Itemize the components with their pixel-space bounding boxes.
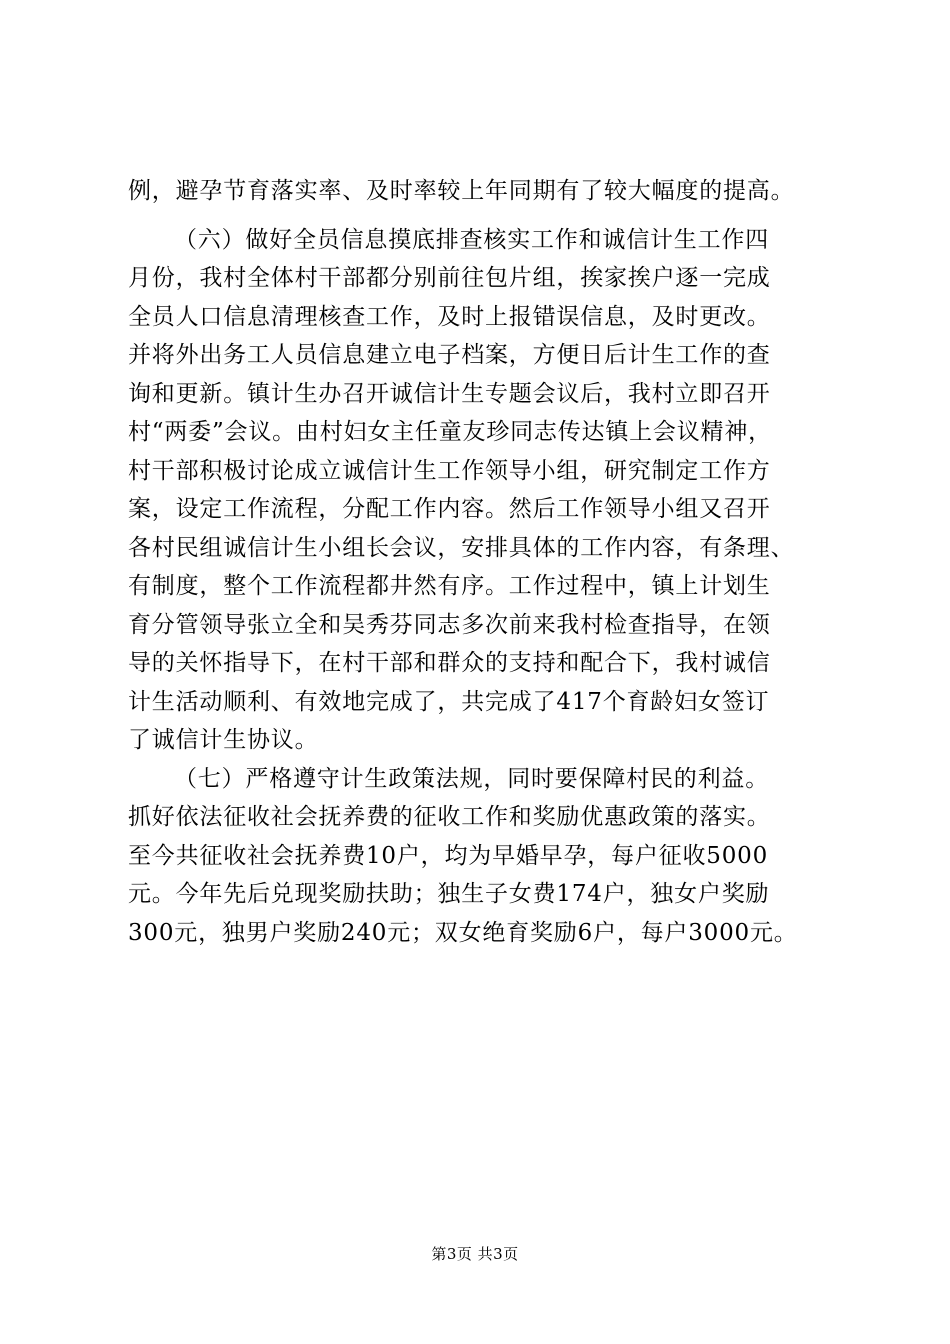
paragraph-seven-first-line: （七）严格遵守计生政策法规，同时要保障村民的利益。 [174,765,769,792]
text-line: 300元，独男户奖励240元；双女绝育奖励6户，每户3000元。 [128,919,798,946]
text-line: 有制度，整个工作流程都井然有序。工作过程中，镇上计划生 [128,573,771,599]
text-line: 元。今年先后兑现奖励扶助；独生子女费174户，独女户奖励 [128,881,770,907]
text-line: 至今共征收社会抚养费10户，均为早婚早孕，每户征收5000 [128,842,768,869]
text-line: 案，设定工作流程，分配工作内容。然后工作领导小组又召开 [128,496,771,522]
paragraph-six-first-line: （六）做好全员信息摸底排查核实工作和诚信计生工作四 [174,226,769,253]
text-line: 例，避孕节育落实率、及时率较上年同期有了较大幅度的提高。 [128,178,795,204]
text-line: 各村民组诚信计生小组长会议，安排具体的工作内容，有条理、 [128,534,795,561]
text-line: 育分管领导张立全和吴秀芬同志多次前来我村检查指导，在领 [128,611,771,638]
text-line: 抓好依法征收社会抚养费的征收工作和奖励优惠政策的落实。 [128,804,771,830]
text-line: 询和更新。镇计生办召开诚信计生专题会议后，我村立即召开 [128,380,771,407]
text-line: 并将外出务工人员信息建立电子档案，方便日后计生工作的查 [128,342,771,368]
page-footer: 第3页 共3页 [431,1245,519,1263]
body-text [128,172,828,952]
text-line: 了诚信计生协议。 [128,727,319,753]
text-line: 导的关怀指导下，在村干部和群众的支持和配合下，我村诚信 [128,650,771,676]
text-line: 村“两委”会议。由村妇女主任童友珍同志传达镇上会议精神， [128,419,772,445]
text-line: 月份，我村全体村干部都分别前往包片组，挨家挨户逐一完成 [128,265,771,291]
text-line: 计生活动顺利、有效地完成了，共完成了417个育龄妇女签订 [128,688,770,715]
text-line: 村干部积极讨论成立诚信计生工作领导小组，研究制定工作方 [128,457,771,484]
text-line: 全员人口信息清理核查工作，及时上报错误信息，及时更改。 [128,303,771,330]
